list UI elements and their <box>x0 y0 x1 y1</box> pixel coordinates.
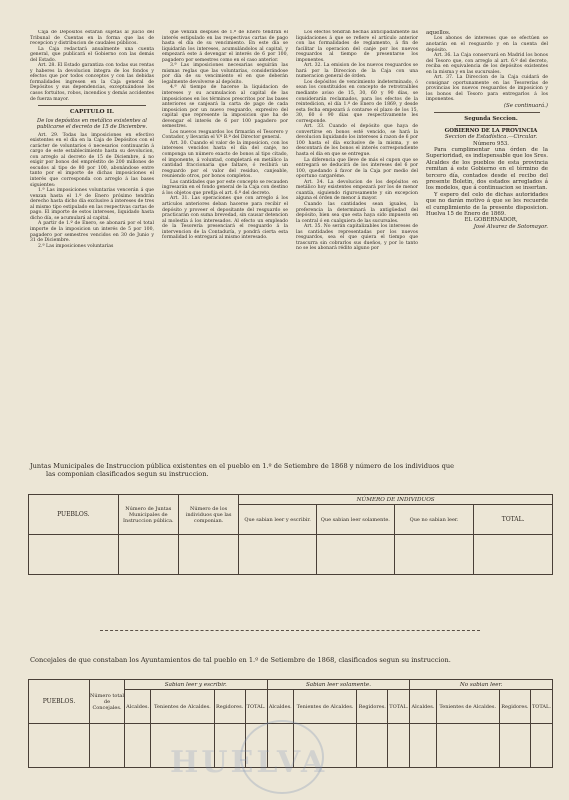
section-title: Segunda Seccion. <box>464 116 518 123</box>
empty-cell <box>29 535 119 575</box>
paragraph: 2.ª Las imposiciones voluntarias <box>38 243 114 249</box>
col-no-leer: Que no sabian leer. <box>394 505 474 535</box>
paragraph: Las cantidades que por este concepto se recauden ingresarán en el fondo general de la Caja con destino á los objetos que prefija el art. 6.º del decreto. <box>162 179 288 196</box>
column-4 <box>426 30 548 450</box>
government-heading: GOBIERNO DE LA PROVINCIA <box>444 127 538 134</box>
col-regidores: Regidores. <box>214 690 245 724</box>
paragraph: Art. 35. No serán capitalizables los intereses de las cantidades representadas por los nuevos resguardos, sea el que quiera el tiempo que trascurra sin cobrarlos sus dueños, y por lo tanto no se les abonará rédito alguno por <box>296 224 418 252</box>
col-total: TOTAL. <box>388 690 410 724</box>
paragraph: 1.ª Las imposiciones voluntarias vencerán á que venzan hasta el 1.º de Enero próximo tendrán derecho hasta dicho día exclusive á intereses de tres al mismo tipo estipulado en las respectivas cartas de pago. El importe de estos intereses, liquidado hasta dicho día, se acumulará al capital. <box>30 188 154 221</box>
col-alcaldes: Alcaldes. <box>125 690 151 724</box>
group-leer-escribir: Sabian leer y escribir. <box>125 680 268 690</box>
empty-cell <box>316 535 394 575</box>
paragraph: Art. 28. El Estado garantiza con todas sus rentas y haberes la devolucion íntegra de los fondos y efectos que por todos conceptos y con las debidas formalidades ingresen en la Caja general de Depósitos y sus dependencias, exceptuándose los casos fortuitos, robos, incendios y demás accidentes de fuerza mayor. <box>30 63 154 102</box>
paragraph: Art. 36. La Caja conservará en Madrid los bonos del Tesoro que, con arreglo al art. 6.º del decreto, reciba en equivalencia de los depósitos existentes en la misma y en las sucursales. <box>426 53 548 75</box>
col-total: TOTAL. <box>474 505 553 535</box>
paragraph: Art. 37. La Direccion de la Caja cuidará de consignar oportunamente en las Tesorerías de provincias los nuevos resguardos de imposicion y los bonos del Tesoro para entregarlos á los imponentes. <box>426 75 548 103</box>
col-numero-juntas: Número de Juntas Municipales de Instruccion pública. <box>118 495 178 535</box>
table1-title <box>30 462 555 478</box>
col-tenientes: Tenientes de Alcaldes. <box>293 690 356 724</box>
circular-body: Para cumplimentar una órden de la Superioridad, es indispensable que los Sres. Alcaldes de los pueblos de esta provincia remitan á este Gobierno en el término de tercero día, contados desde el recibo del presente Boletin, dos estados arreglados á los modelos, que á continuacion se insertan. <box>426 147 548 192</box>
col-total: TOTAL. <box>530 690 552 724</box>
col-pueblos: PUEBLOS. <box>29 680 90 724</box>
column-1 <box>30 30 154 450</box>
table1-form <box>28 494 553 575</box>
paragraph: Art. 29. Todas las imposiciones en efectivo existentes en el día en la Caja de Depósitos con el carácter de voluntarios ó necesarios continuarán á cargo de este establecimiento hasta su devolucion, con arreglo al decreto de 15 de Diciembre, á no exigir por bonos del empréstito de 200 millones de escudos al tipo de 80 por 100, abonándose entre tanto por el importe de dichas imposiciones el interés que corresponda con arreglo á las bases siguientes: <box>30 132 154 188</box>
chapter-heading: CAPITULO II. <box>69 109 115 116</box>
empty-cell <box>125 724 151 768</box>
col-total: TOTAL. <box>245 690 267 724</box>
divider <box>434 112 540 113</box>
empty-cell <box>178 535 238 575</box>
col-tenientes: Tenientes de Alcaldes. <box>151 690 214 724</box>
col-pueblos: PUEBLOS. <box>29 495 119 535</box>
paragraph: Art. 33. Cuando el depósito que haya de convertirse en bonos esté vencido, se hará la devolucion liquidando los intereses á razon de 6 por 100 hasta el día exclusive de la misma, y se descontará de los bonos el interés correspondiente hasta el día en que se entregue. <box>296 124 418 158</box>
paragraph: Art. 32. La emision de los nuevos resguardos se hará por la Direccion de la Caja con una numeracion general de órden. <box>296 63 418 80</box>
empty-cell <box>29 724 90 768</box>
signature-title: EL GOBERNADOR, <box>464 217 518 224</box>
paragraph: Los efectos tendrán hechas anticipadamente las liquidaciones á que se refiere el artículo anterior con las formalidades de reglamento, á fin de facilitar la operacion del canje por los nuevos resguardos al tiempo de presentarse los imponentes. <box>296 30 418 63</box>
empty-cell <box>394 535 474 575</box>
col-leer-escribir: Que sabian leer y escribir. <box>239 505 317 535</box>
paragraph: Cuando las cantidades sean iguales, la preferencia la determinará la antigüedad del depósito, bien sea que esta haya sido impuesto en la central ó en cualquiera de las sucursales. <box>296 201 418 224</box>
empty-cell <box>118 535 178 575</box>
signature-name: José Alvarez de Sotomayor. <box>473 223 548 230</box>
paragraph: que venzan despues de 1.º de Enero tendrán el interés estipulado en las respectivas cartas de pago hasta el día de su vencimiento. En este día se liquidarán los intereses, acumulándolos al capital, y empezará este á devengar el interés de 6 por 100, pagadero por semestres como en el caso anterior. <box>162 30 288 63</box>
table-divider <box>100 630 480 631</box>
empty-cell <box>239 535 317 575</box>
paragraph: Los depósitos de vencimiento indeterminado, ó sean los constituidos en concepto de retrotraibles mediante aviso de 15, 30, 60 y 90 días, se considerarán reclamados, para los efectos de la reintedicion, el día 1.º de Enero de 1869, y desde esta fecha empezará á contarse el plazo de los 15, 30, 60 ó 90 días que respectivamente les corresponde. <box>296 79 418 124</box>
col-alcaldes: Alcaldes. <box>410 690 436 724</box>
col-numero-individuos: Número de los individuos que las componian. <box>178 495 238 535</box>
paragraph: 3.ª Las imposiciones necesarias seguirán las mismas reglas que las voluntarias, considerándose por día de su vencimiento el en que deberán legalmente devolverse al depósito. <box>162 63 288 85</box>
paragraph: Art. 34. La devolucion de los depósitos en metálico hoy existentes empezará por los de menor cuantía, siguiendo rigurosamente y sin excepcion alguna el órden de menor á mayor. <box>296 179 418 202</box>
archive-watermark: HUELVA <box>170 745 328 780</box>
col-regidores: Regidores. <box>357 690 388 724</box>
empty-cell <box>357 724 388 768</box>
paragraph: Art. 30. Cuando el valor de la imposicion, con los intereses vencidos hasta el día del canje, no componga un número exacto de bonos al tipo citado, el imponente, á voluntad, completará en metálico la cantidad fraccionaria que faltare, ó recibirá un resguardo por el valor del residuo, canjeable, reuniendo otros, por bonos completos. <box>162 140 288 180</box>
empty-cell <box>388 724 410 768</box>
paragraph: Los abonos de intereses que se efectúen se anotarán en el resguardo y en la cuenta del depósito. <box>426 36 548 53</box>
divider <box>456 125 518 126</box>
circular-body: Y espero del celo de dichas autoridades que no darán motivo á que se les recuerde el cumplimiento de la presente disposicion. Huelva 15 de Enero de 1869. <box>426 191 548 218</box>
divider <box>38 105 146 106</box>
empty-cell <box>436 724 499 768</box>
table2-title: Concejales de que constaban los Ayuntamientos de tal pueblo en 1.º de Setiembre de 1868, clasificados segun su instruccion. <box>30 656 451 664</box>
col-tenientes: Tenientes de Alcaldes. <box>436 690 499 724</box>
group-leer-solamente: Sabian leer solamente. <box>267 680 410 690</box>
continued-note: (Se continuará.) <box>503 102 548 109</box>
empty-cell <box>474 535 553 575</box>
column-2 <box>162 30 288 450</box>
col-alcaldes: Alcaldes. <box>267 690 293 724</box>
col-regidores: Regidores. <box>499 690 530 724</box>
table1-title-line2: las componian clasificados segun su instruccion. <box>46 470 209 478</box>
paragraph: Los nuevos resguardos los firmarán el Tesorero y Contador, y llevarán el V.º B.º del Director general. <box>162 129 288 141</box>
col-numero-concejales: Número total de Concejales. <box>90 680 125 724</box>
col-leer-solamente: Que sabian leer solamente. <box>316 505 394 535</box>
empty-cell <box>90 724 125 768</box>
paragraph: Art. 31. Las operaciones que con arreglo á los artículos anteriores deban hacerse para recibir el depósito y proveer el depositante del resguardo se practicarán con suma brevedad, sin causar detencion al molestia á los interesados. Al efecto un empleado de la Tesorería presenciará el resguardo á la intervencion de la Contaduría, y pondrá cierta esta formalidad lo entregará al mismo interesado. <box>162 196 288 241</box>
group-header-individuos: NÚMERO DE INDIVIDUOS <box>239 495 553 505</box>
paragraph: Caja de Depósitos estarán sujetas al juicio del Tribunal de Cuentas en la forma que las de recepcion y distribucion de caudales públicos. <box>30 30 154 47</box>
paragraph: A partir de 1.º de Enero, se abonará por el total importe de la imposicion un interés de 5 por 100, pagadero por semestres vencidos en 30 de Junio y 31 de Diciembre. <box>30 221 154 244</box>
circular-number: Número 953. <box>472 140 510 147</box>
paragraph: 4.ª Al tiempo de hacerse la liquidacion de intereses y su acumulacion al capital de las imposiciones en los términos prescritos por las bases anteriores se canjeará la carta de pago de cada imposicion por un nuevo resguardo, expresivo del capital que represente la imposicion que ha de devengar el interés de 6 por 100 pagadero por semestres. <box>162 85 288 130</box>
group-no-leer: No sabian leer. <box>410 680 553 690</box>
table1-title-line1: Juntas Municipales de Instruccion pública existentes en el pueblo en 1.º de Setiembre de 1868 y número de los individuos que <box>30 462 455 470</box>
empty-cell <box>530 724 552 768</box>
paragraph: La Caja redactará anualmente una cuenta general, que publicará el Gobierno con las demás del Estado. <box>30 46 154 63</box>
column-3 <box>296 30 418 450</box>
section-subheading: Seccion de Estadística.—Circular. <box>444 134 538 141</box>
chapter-subtitle: De los depósitos en metálico existentes al publicarse el decreto de 15 de Diciembre. <box>36 117 148 130</box>
paragraph: aquellos. <box>426 30 451 36</box>
empty-cell <box>499 724 530 768</box>
empty-cell <box>410 724 436 768</box>
paragraph: La diferencia que lleve de más el cupon que se entregará se deducirá de los intereses del 6 por 100, quedando á favor de la Caja por medio del oportuno cargaréme. <box>296 157 418 180</box>
